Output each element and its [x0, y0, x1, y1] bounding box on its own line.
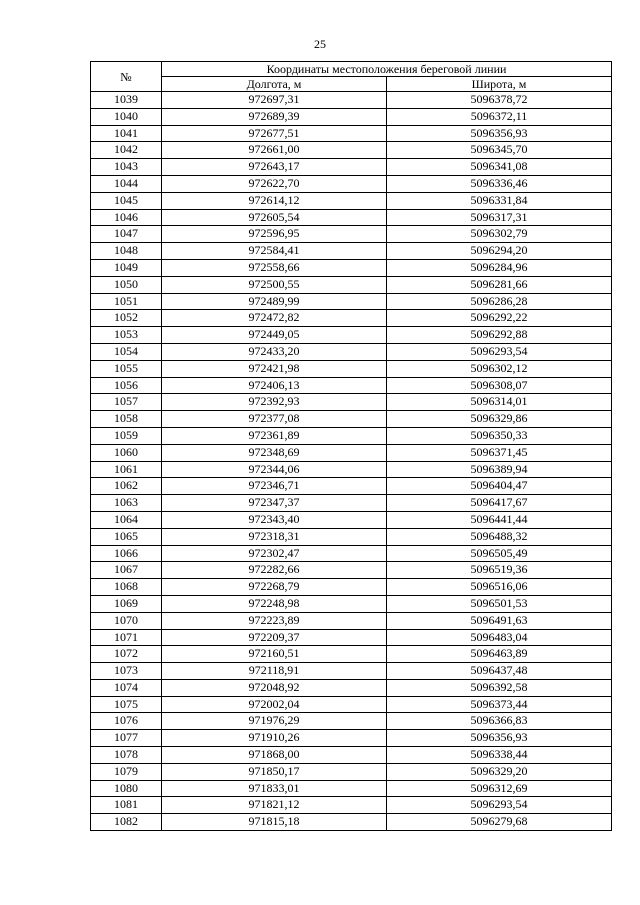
latitude-cell: 5096284,96 — [387, 259, 612, 276]
latitude-cell: 5096501,53 — [387, 595, 612, 612]
latitude-cell: 5096437,48 — [387, 663, 612, 680]
latitude-cell: 5096389,94 — [387, 461, 612, 478]
longitude-cell: 972223,89 — [162, 612, 387, 629]
table-row — [91, 663, 612, 680]
latitude-cell: 5096294,20 — [387, 243, 612, 260]
latitude-cell: 5096404,47 — [387, 478, 612, 495]
point-number-cell: 1080 — [91, 780, 162, 797]
point-number-cell: 1051 — [91, 293, 162, 310]
table-row — [91, 192, 612, 209]
longitude-cell: 972318,31 — [162, 528, 387, 545]
table-row — [91, 444, 612, 461]
point-number-cell: 1054 — [91, 343, 162, 360]
latitude-cell: 5096293,54 — [387, 343, 612, 360]
page-number: 25 — [314, 37, 326, 51]
latitude-cell: 5096519,36 — [387, 562, 612, 579]
longitude-cell: 971868,00 — [162, 747, 387, 764]
table-row — [91, 327, 612, 344]
point-number-cell: 1047 — [91, 226, 162, 243]
latitude-cell: 5096279,68 — [387, 814, 612, 831]
point-number-cell: 1077 — [91, 730, 162, 747]
table-row — [91, 427, 612, 444]
latitude-cell: 5096366,83 — [387, 713, 612, 730]
table-row — [91, 713, 612, 730]
latitude-cell: 5096329,86 — [387, 411, 612, 428]
number-column-header: № — [91, 62, 162, 92]
point-number-cell: 1061 — [91, 461, 162, 478]
table-body — [91, 92, 612, 831]
table-row — [91, 394, 612, 411]
point-number-cell: 1062 — [91, 478, 162, 495]
table-row — [91, 142, 612, 159]
point-number-cell: 1041 — [91, 125, 162, 142]
table-row — [91, 343, 612, 360]
table-row — [91, 629, 612, 646]
table-row — [91, 595, 612, 612]
table-row — [91, 259, 612, 276]
longitude-cell: 972661,00 — [162, 142, 387, 159]
table-row — [91, 562, 612, 579]
table-row — [91, 159, 612, 176]
latitude-cell: 5096356,93 — [387, 730, 612, 747]
latitude-cell: 5096293,54 — [387, 797, 612, 814]
longitude-cell: 972302,47 — [162, 545, 387, 562]
latitude-cell: 5096302,12 — [387, 360, 612, 377]
longitude-cell: 972605,54 — [162, 209, 387, 226]
table-row — [91, 495, 612, 512]
table-row — [91, 461, 612, 478]
latitude-cell: 5096463,89 — [387, 646, 612, 663]
point-number-cell: 1070 — [91, 612, 162, 629]
point-number-cell: 1039 — [91, 92, 162, 109]
longitude-cell: 972643,17 — [162, 159, 387, 176]
table-row — [91, 92, 612, 109]
table-row — [91, 730, 612, 747]
point-number-cell: 1072 — [91, 646, 162, 663]
latitude-cell: 5096341,08 — [387, 159, 612, 176]
table-row — [91, 310, 612, 327]
latitude-cell: 5096505,49 — [387, 545, 612, 562]
point-number-cell: 1042 — [91, 142, 162, 159]
point-number-cell: 1048 — [91, 243, 162, 260]
point-number-cell: 1081 — [91, 797, 162, 814]
table-row — [91, 797, 612, 814]
longitude-cell: 972048,92 — [162, 679, 387, 696]
point-number-cell: 1046 — [91, 209, 162, 226]
latitude-cell: 5096488,32 — [387, 528, 612, 545]
coordinates-group-header: Координаты местоположения береговой линии — [162, 62, 612, 77]
table-row — [91, 293, 612, 310]
table-row — [91, 679, 612, 696]
latitude-cell: 5096302,79 — [387, 226, 612, 243]
latitude-cell: 5096483,04 — [387, 629, 612, 646]
coordinates-table — [90, 61, 612, 831]
longitude-cell: 972558,66 — [162, 259, 387, 276]
point-number-cell: 1064 — [91, 511, 162, 528]
longitude-cell: 972406,13 — [162, 377, 387, 394]
point-number-cell: 1052 — [91, 310, 162, 327]
table-row — [91, 612, 612, 629]
latitude-cell: 5096373,44 — [387, 696, 612, 713]
table-row — [91, 528, 612, 545]
longitude-cell: 972377,08 — [162, 411, 387, 428]
table-row — [91, 545, 612, 562]
point-number-cell: 1069 — [91, 595, 162, 612]
latitude-cell: 5096308,07 — [387, 377, 612, 394]
table-row — [91, 763, 612, 780]
longitude-cell: 972268,79 — [162, 579, 387, 596]
point-number-cell: 1079 — [91, 763, 162, 780]
longitude-cell: 972697,31 — [162, 92, 387, 109]
latitude-cell: 5096292,88 — [387, 327, 612, 344]
longitude-cell: 972677,51 — [162, 125, 387, 142]
latitude-cell: 5096441,44 — [387, 511, 612, 528]
latitude-cell: 5096516,06 — [387, 579, 612, 596]
longitude-cell: 972348,69 — [162, 444, 387, 461]
table-row — [91, 780, 612, 797]
point-number-cell: 1055 — [91, 360, 162, 377]
latitude-cell: 5096378,72 — [387, 92, 612, 109]
table-row — [91, 125, 612, 142]
point-number-cell: 1056 — [91, 377, 162, 394]
table-row — [91, 276, 612, 293]
latitude-cell: 5096356,93 — [387, 125, 612, 142]
table-row — [91, 814, 612, 831]
longitude-cell: 972343,40 — [162, 511, 387, 528]
latitude-column-header: Широта, м — [387, 77, 612, 92]
latitude-cell: 5096317,31 — [387, 209, 612, 226]
table-row — [91, 360, 612, 377]
longitude-cell: 971850,17 — [162, 763, 387, 780]
point-number-cell: 1071 — [91, 629, 162, 646]
longitude-cell: 972344,06 — [162, 461, 387, 478]
longitude-cell: 972118,91 — [162, 663, 387, 680]
latitude-cell: 5096350,33 — [387, 427, 612, 444]
longitude-cell: 971815,18 — [162, 814, 387, 831]
table-row — [91, 747, 612, 764]
point-number-cell: 1082 — [91, 814, 162, 831]
longitude-cell: 972209,37 — [162, 629, 387, 646]
table-row — [91, 243, 612, 260]
longitude-cell: 972596,95 — [162, 226, 387, 243]
point-number-cell: 1078 — [91, 747, 162, 764]
longitude-column-header: Долгота, м — [162, 77, 387, 92]
point-number-cell: 1065 — [91, 528, 162, 545]
point-number-cell: 1063 — [91, 495, 162, 512]
point-number-cell: 1040 — [91, 108, 162, 125]
longitude-cell: 972160,51 — [162, 646, 387, 663]
latitude-cell: 5096312,69 — [387, 780, 612, 797]
table-row — [91, 579, 612, 596]
table-row — [91, 478, 612, 495]
latitude-cell: 5096338,44 — [387, 747, 612, 764]
table-row — [91, 108, 612, 125]
table-row — [91, 226, 612, 243]
longitude-cell: 972500,55 — [162, 276, 387, 293]
longitude-cell: 972248,98 — [162, 595, 387, 612]
longitude-cell: 971833,01 — [162, 780, 387, 797]
point-number-cell: 1073 — [91, 663, 162, 680]
longitude-cell: 972584,41 — [162, 243, 387, 260]
point-number-cell: 1050 — [91, 276, 162, 293]
longitude-cell: 972361,89 — [162, 427, 387, 444]
point-number-cell: 1045 — [91, 192, 162, 209]
table-header — [91, 62, 612, 92]
longitude-cell: 972622,70 — [162, 175, 387, 192]
latitude-cell: 5096331,84 — [387, 192, 612, 209]
latitude-cell: 5096314,01 — [387, 394, 612, 411]
table-row — [91, 646, 612, 663]
longitude-cell: 972472,82 — [162, 310, 387, 327]
longitude-cell: 972282,66 — [162, 562, 387, 579]
latitude-cell: 5096392,58 — [387, 679, 612, 696]
latitude-cell: 5096372,11 — [387, 108, 612, 125]
point-number-cell: 1075 — [91, 696, 162, 713]
latitude-cell: 5096292,22 — [387, 310, 612, 327]
table-row — [91, 411, 612, 428]
longitude-cell: 972346,71 — [162, 478, 387, 495]
longitude-cell: 971910,26 — [162, 730, 387, 747]
longitude-cell: 972002,04 — [162, 696, 387, 713]
point-number-cell: 1060 — [91, 444, 162, 461]
point-number-cell: 1068 — [91, 579, 162, 596]
longitude-cell: 971821,12 — [162, 797, 387, 814]
longitude-cell: 971976,29 — [162, 713, 387, 730]
latitude-cell: 5096345,70 — [387, 142, 612, 159]
longitude-cell: 972347,37 — [162, 495, 387, 512]
latitude-cell: 5096371,45 — [387, 444, 612, 461]
latitude-cell: 5096336,46 — [387, 175, 612, 192]
table-row — [91, 696, 612, 713]
latitude-cell: 5096281,66 — [387, 276, 612, 293]
longitude-cell: 972392,93 — [162, 394, 387, 411]
table-row — [91, 175, 612, 192]
point-number-cell: 1066 — [91, 545, 162, 562]
point-number-cell: 1049 — [91, 259, 162, 276]
latitude-cell: 5096491,63 — [387, 612, 612, 629]
point-number-cell: 1067 — [91, 562, 162, 579]
longitude-cell: 972449,05 — [162, 327, 387, 344]
point-number-cell: 1043 — [91, 159, 162, 176]
point-number-cell: 1074 — [91, 679, 162, 696]
longitude-cell: 972421,98 — [162, 360, 387, 377]
table-row — [91, 511, 612, 528]
table-row — [91, 377, 612, 394]
point-number-cell: 1076 — [91, 713, 162, 730]
longitude-cell: 972614,12 — [162, 192, 387, 209]
point-number-cell: 1058 — [91, 411, 162, 428]
latitude-cell: 5096329,20 — [387, 763, 612, 780]
longitude-cell: 972689,39 — [162, 108, 387, 125]
longitude-cell: 972489,99 — [162, 293, 387, 310]
latitude-cell: 5096286,28 — [387, 293, 612, 310]
point-number-cell: 1044 — [91, 175, 162, 192]
latitude-cell: 5096417,67 — [387, 495, 612, 512]
table-row — [91, 209, 612, 226]
point-number-cell: 1059 — [91, 427, 162, 444]
point-number-cell: 1057 — [91, 394, 162, 411]
longitude-cell: 972433,20 — [162, 343, 387, 360]
point-number-cell: 1053 — [91, 327, 162, 344]
